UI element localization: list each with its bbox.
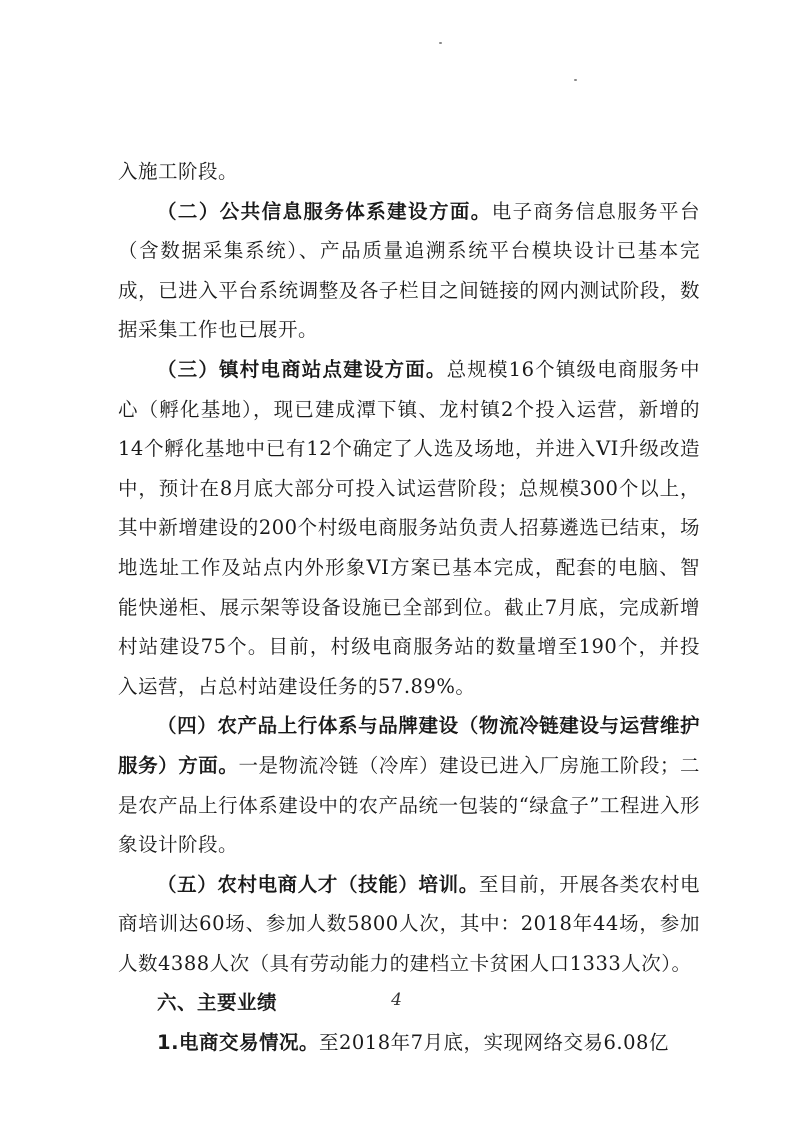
section-heading: 六、主要业绩 <box>157 991 278 1015</box>
paragraph-text: 电子商务信息服务平台（含数据采集系统）、产品质量追溯系统平台模块设计已基本完成，已进入平台系统调整及各子栏目之间链接的网内测试阶段，数据采集工作也已展开。 <box>118 199 700 342</box>
paragraph-text: 至目前，开展各类农村电商培训达60场、参加人数5800人次，其中：2018年44场，参加人数4388人次（具有劳动能力的建档立卡贫困人口1333人次）。 <box>118 872 700 975</box>
paragraph-lead: （二）公共信息服务体系建设方面。 <box>157 199 492 223</box>
paragraph-ecommerce-trade <box>118 1023 700 1063</box>
paragraph-lead: （四）农产品上行体系与品牌建设（物流冷链建设与运营维护服务）方面。 <box>118 714 700 777</box>
paragraph-public-info-service <box>118 192 700 350</box>
paragraph-lead: （五）农村电商人才（技能）培训。 <box>157 872 479 896</box>
page-number: 4 <box>391 990 402 1010</box>
paragraph-agri-brand <box>118 706 700 864</box>
paragraph-continuation <box>118 152 700 192</box>
scan-speck <box>574 79 577 81</box>
body-text <box>118 152 700 1063</box>
paragraph-text: 一是物流冷链（冷库）建设已进入厂房施工阶段；二是农产品上行体系建设中的农产品统一包装的“绿盒子”工程进入形象设计阶段。 <box>118 753 700 857</box>
paragraph-text: 至2018年7月底，实现网络交易6.08亿 <box>318 1031 669 1055</box>
paragraph-text: 入施工阶段。 <box>118 160 239 183</box>
scan-speck <box>439 42 442 44</box>
paragraph-lead: 1.电商交易情况。 <box>157 1031 319 1055</box>
paragraph-text: 总规模16个镇级电商服务中心（孵化基地），现已建成潭下镇、龙村镇2个投入运营，新增的14个孵化基地中已有12个确定了人选及场地，并进入VI升级改造中，预计在8月底大部分可投入试运营阶段；总规模300个以上，其中新增建设的200个村级电商服务站负责人招募遴选已结束，场地选址工作及站点内外形象VI方案已基本完成，配套的电脑、智能快递柜、展示架等设备设施已全部到位。截止7月底，完成新增村站建设75个。目前，村级电商服务站的数量增至190个，并投入运营，占总村站建设任务的57.89%。 <box>118 357 700 698</box>
paragraph-training <box>118 865 700 984</box>
paragraph-village-sites <box>118 350 700 706</box>
paragraph-lead: （三）镇村电商站点建设方面。 <box>157 357 447 381</box>
